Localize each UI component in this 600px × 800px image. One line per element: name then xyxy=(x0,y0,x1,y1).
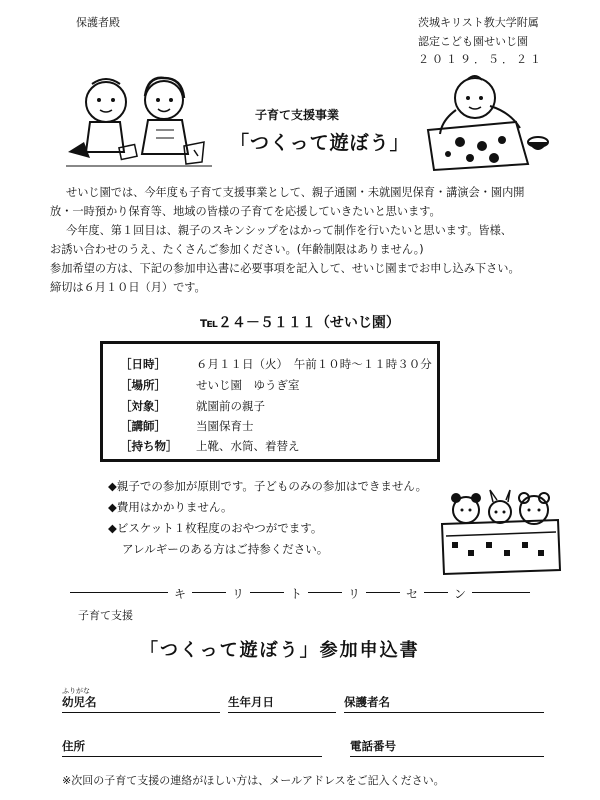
phone-number-label: 電話番号 xyxy=(350,739,396,753)
birthdate-field[interactable] xyxy=(228,712,336,713)
cut-char: キ xyxy=(168,585,192,602)
detail-label: ［対象］ xyxy=(120,399,166,413)
contact-phone: ℡２４－５１１１（せいじ園） xyxy=(200,315,400,331)
address-label: 住所 xyxy=(62,739,85,753)
note-3: ◆ビスケット１枚程度のおやつがでます。 xyxy=(108,521,323,535)
email-request-note: ※次回の子育て支援の連絡がほしい方は、メールアドレスをご記入ください。 xyxy=(62,774,445,787)
guardian-name-field[interactable] xyxy=(344,712,544,713)
recipient: 保護者殿 xyxy=(76,16,120,29)
cut-char: リ xyxy=(226,585,250,602)
form-support-label: 子育て支援 xyxy=(78,609,133,622)
intro-line-6: 締切は６月１０日（月）です。 xyxy=(50,281,206,294)
detail-label: ［持ち物］ xyxy=(120,439,178,453)
note-2: ◆費用はかかりません。 xyxy=(108,500,233,514)
detail-row-datetime xyxy=(120,356,432,372)
child-name-field[interactable] xyxy=(62,712,220,713)
note-4: アレルギーのある方はご持参ください。 xyxy=(122,542,329,556)
address-field[interactable] xyxy=(62,756,322,757)
intro-line-5: 参加希望の方は、下記の参加申込書に必要事項を記入して、せいじ園までお申し込み下さい。 xyxy=(50,262,520,275)
event-details-box xyxy=(100,341,440,462)
cut-char: リ xyxy=(342,585,366,602)
detail-value: 上靴、水筒、着替え xyxy=(196,439,300,453)
event-title: 「つくって遊ぼう」 xyxy=(230,132,410,154)
note-1: ◆親子での参加が原則です。子どものみの参加はできません。 xyxy=(108,479,428,493)
organization-name: 茨城キリスト教大学附属 xyxy=(418,16,539,29)
detail-value: 就園前の親子 xyxy=(196,399,265,413)
birthdate-label: 生年月日 xyxy=(228,695,274,709)
detail-row-target xyxy=(120,398,265,414)
intro-line-4: お誘い合わせのうえ、たくさんご参加ください。(年齢制限はありません。) xyxy=(50,243,424,256)
detail-value: 当園保育士 xyxy=(196,419,254,433)
animals-in-box-illustration xyxy=(438,484,562,576)
furigana-label: ふりがな xyxy=(62,687,90,695)
detail-value: ６月１１日（火） 午前１０時～１１時３０分 xyxy=(196,357,432,371)
organization-unit: 認定こども園せいじ園 xyxy=(418,35,528,48)
detail-label: ［講師］ xyxy=(120,419,166,433)
detail-row-belongings xyxy=(120,438,300,454)
detail-row-location xyxy=(120,377,300,393)
detail-label: ［日時］ xyxy=(120,357,166,371)
intro-line-1: せいじ園では、今年度も子育て支援事業として、親子通園・未就園児保育・講演会・園内開 xyxy=(66,186,525,199)
event-subtitle: 子育て支援事業 xyxy=(255,108,340,122)
child-name-label: 幼児名 xyxy=(62,695,97,709)
intro-line-3: 今年度、第１回目は、親子のスキンシップをはかって制作を行いたいと思います。皆様、 xyxy=(66,224,512,237)
cut-char: ン xyxy=(448,585,472,602)
document-date: ２０１９．５．２１ xyxy=(418,53,544,66)
guardian-name-label: 保護者名 xyxy=(344,695,390,709)
cut-char: ト xyxy=(284,585,308,602)
form-title: 「つくって遊ぼう」参加申込書 xyxy=(140,640,420,661)
detail-value: せいじ園 ゆうぎ室 xyxy=(196,378,300,392)
cut-char: セ xyxy=(400,585,424,602)
detail-row-instructor xyxy=(120,418,254,434)
intro-line-2: 放・一時預かり保育等、地域の皆様の子育てを応援していきたいと思います。 xyxy=(50,205,441,218)
detail-label: ［場所］ xyxy=(120,378,166,392)
baby-painting-illustration xyxy=(420,72,550,172)
children-crafting-illustration xyxy=(64,72,214,172)
phone-number-field[interactable] xyxy=(350,756,544,757)
